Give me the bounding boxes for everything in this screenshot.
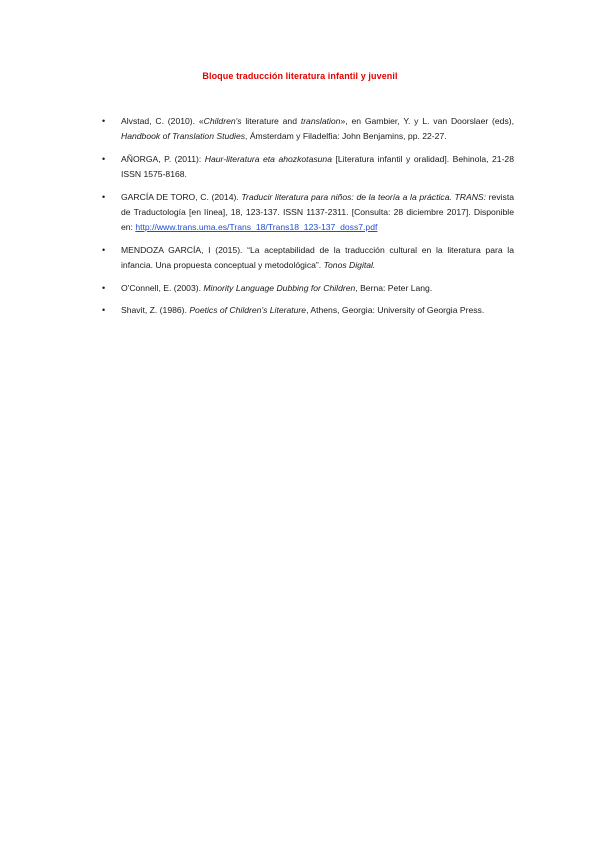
reference-mendoza: • MENDOZA GARCÍA, I (2015). “La aceptabilidad de la traducción cultural en la literatura para la infancia. Una propuesta conceptual y metodológica”. Tonos Digital. <box>102 245 514 270</box>
reference-shavit: • Shavit, Z. (1986). Poetics of Children's Literature, Athens, Georgia: University of Georgia Press. <box>102 303 514 318</box>
bullet-icon: • <box>102 283 106 294</box>
bullet-icon: • <box>102 192 106 203</box>
reference-oconnell: • O'Connell, E. (2003). Minority Language Dubbing for Children, Berna: Peter Lang. <box>102 281 514 296</box>
reference-list <box>102 114 514 327</box>
document-title: Bloque traducción literatura infantil y juvenil <box>202 71 398 81</box>
reference-anorga: • AÑORGA, P. (2011): Haur-literatura eta ahozkotasuna [Literatura infantil y oralidad]. Behinola, 21-28 ISSN 1575-8168. <box>102 154 514 179</box>
reference-link[interactable]: http://www.trans.uma.es/Trans_18/Trans18_123-137_doss7.pdf <box>135 221 378 232</box>
bullet-icon: • <box>102 116 106 126</box>
bullet-icon: • <box>102 304 106 315</box>
bullet-icon: • <box>102 245 106 256</box>
bullet-icon: • <box>102 154 106 165</box>
reference-garcia-de-toro: • GARCÍA DE TORO, C. (2014). Traducir literatura para niños: de la teoría a la práctica. TRANS: revista de Traductología [en línea], 18, 123-137. ISSN 1137-2311. [Consulta: 28 diciembre 2017]. Disponible en: http://www.trans.uma.es/Trans_18/Trans18_123-137_doss7.pdf <box>102 192 514 232</box>
reference-alvstad: • Alvstad, C. (2010). «Children's literature and translation», en Gambier, Y. y L. van Doorslaer (eds), Handbook of Translation Studies, Ámsterdam y Filadelfia: John Benjamins, pp. 22-27. <box>102 116 514 141</box>
